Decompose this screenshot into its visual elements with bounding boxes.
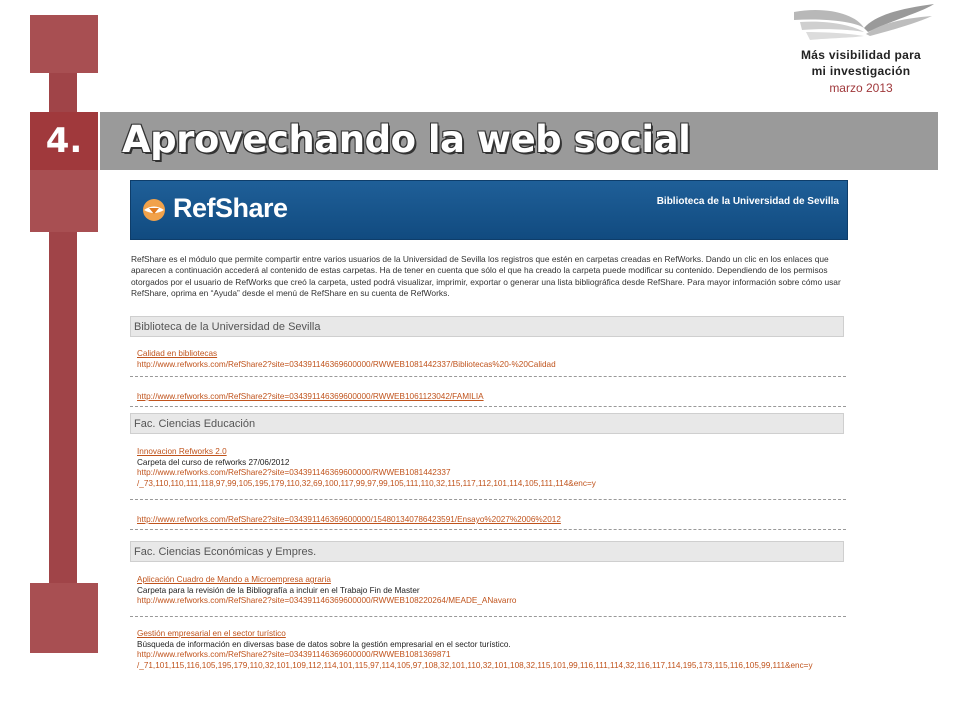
section-number: 4. xyxy=(45,121,83,161)
decorative-bar-bottom xyxy=(30,583,98,653)
folder-description: Carpeta del curso de refworks 27/06/2012 xyxy=(137,457,290,467)
group-header: Fac. Ciencias Económicas y Empres. xyxy=(130,541,844,562)
folder-link[interactable]: Gestión empresarial en el sector turístico xyxy=(137,629,286,638)
folder-url[interactable]: http://www.refworks.com/RefShare2?site=034391146369600000/RWWEB1081442337 xyxy=(137,468,451,477)
list-item xyxy=(137,392,847,403)
folder-url[interactable]: http://www.refworks.com/RefShare2?site=034391146369600000/RWWEB1081442337/Bibliotecas%20-%20Calidad xyxy=(137,359,556,369)
refshare-screenshot xyxy=(130,180,848,680)
brand-line-1: Más visibilidad para xyxy=(800,48,922,62)
brand-date: marzo 2013 xyxy=(829,81,893,95)
divider xyxy=(130,616,846,617)
refshare-logo-icon xyxy=(141,194,167,224)
folder-url-continued[interactable]: /_73,110,110,111,118,97,99,105,195,179,110,32,69,100,117,99,97,99,105,111,110,32,115,117,112,101,114,105,111,114&enc=y xyxy=(137,478,596,488)
open-book-icon xyxy=(786,2,936,50)
folder-url[interactable]: http://www.refworks.com/RefShare2?site=034391146369600000/154801340786423591/Ensayo%2027%2006%2012 xyxy=(137,515,561,524)
refshare-logo-text: RefShare xyxy=(173,193,288,223)
brand-line-2: mi investigación xyxy=(811,64,911,78)
brand-block xyxy=(776,0,946,100)
slide-title: Aprovechando la web social xyxy=(122,118,691,161)
list-item xyxy=(137,447,847,489)
refshare-header xyxy=(130,180,848,240)
list-item xyxy=(137,515,847,526)
divider xyxy=(130,406,846,407)
institution-name: Biblioteca de la Universidad de Sevilla xyxy=(656,196,839,207)
group-header: Biblioteca de la Universidad de Sevilla xyxy=(130,316,844,337)
folder-link[interactable]: Innovacion Refworks 2.0 xyxy=(137,447,227,456)
folder-description: Carpeta para la revisión de la Bibliografía a incluir en el Trabajo Fin de Master xyxy=(137,585,420,595)
list-item xyxy=(137,575,847,607)
divider xyxy=(130,529,846,530)
decorative-bar-top xyxy=(30,15,98,73)
folder-link[interactable]: Aplicación Cuadro de Mando a Microempresa agraria xyxy=(137,575,331,584)
list-item xyxy=(137,629,847,671)
decorative-bar-band xyxy=(30,170,98,232)
divider xyxy=(130,499,846,500)
intro-text: RefShare es el módulo que permite compartir entre varios usuarios de la Universidad de Sevilla los registros que estén en carpetas creadas en RefWorks. Dando un clic en los enlaces que aparecen a continuación accederá al contenido de estas carpetas. Ha de tener en cuenta que sólo el que ha creado la carpeta puede modificar su contenido. Dependiendo de los permisos otorgados por el usuario de RefWorks que creó la carpeta, usted podrá visualizar, imprimir, exportar o generar una lista bibliográfica desde RefShare. Para mayor información sobre cómo usar RefShare, oprima en “Ayuda” desde el menú de RefShare en su cuenta de RefWorks. xyxy=(131,254,841,299)
group-header: Fac. Ciencias Educación xyxy=(130,413,844,434)
folder-url[interactable]: http://www.refworks.com/RefShare2?site=034391146369600000/RWWEB108220264/MEADE_ANavarro xyxy=(137,596,517,605)
list-item xyxy=(137,349,847,370)
folder-url[interactable]: http://www.refworks.com/RefShare2?site=034391146369600000/RWWEB1081369871 xyxy=(137,650,451,659)
title-bar xyxy=(100,112,938,170)
folder-url[interactable]: http://www.refworks.com/RefShare2?site=034391146369600000/RWWEB1061123042/FAMILIA xyxy=(137,392,484,401)
folder-url-continued[interactable]: /_71,101,115,116,105,195,179,110,32,101,109,112,114,101,115,97,114,105,97,108,32,101,110,32,101,108,32,115,101,99,116,111,114,32,116,117,114,195,173,115,116,105,99,111&enc=y xyxy=(137,660,813,670)
folder-description: Búsqueda de información en diversas base de datos sobre la gestión empresarial en el sector turístico. xyxy=(137,639,511,649)
folder-link[interactable]: Calidad en bibliotecas xyxy=(137,349,218,358)
divider xyxy=(130,376,846,377)
